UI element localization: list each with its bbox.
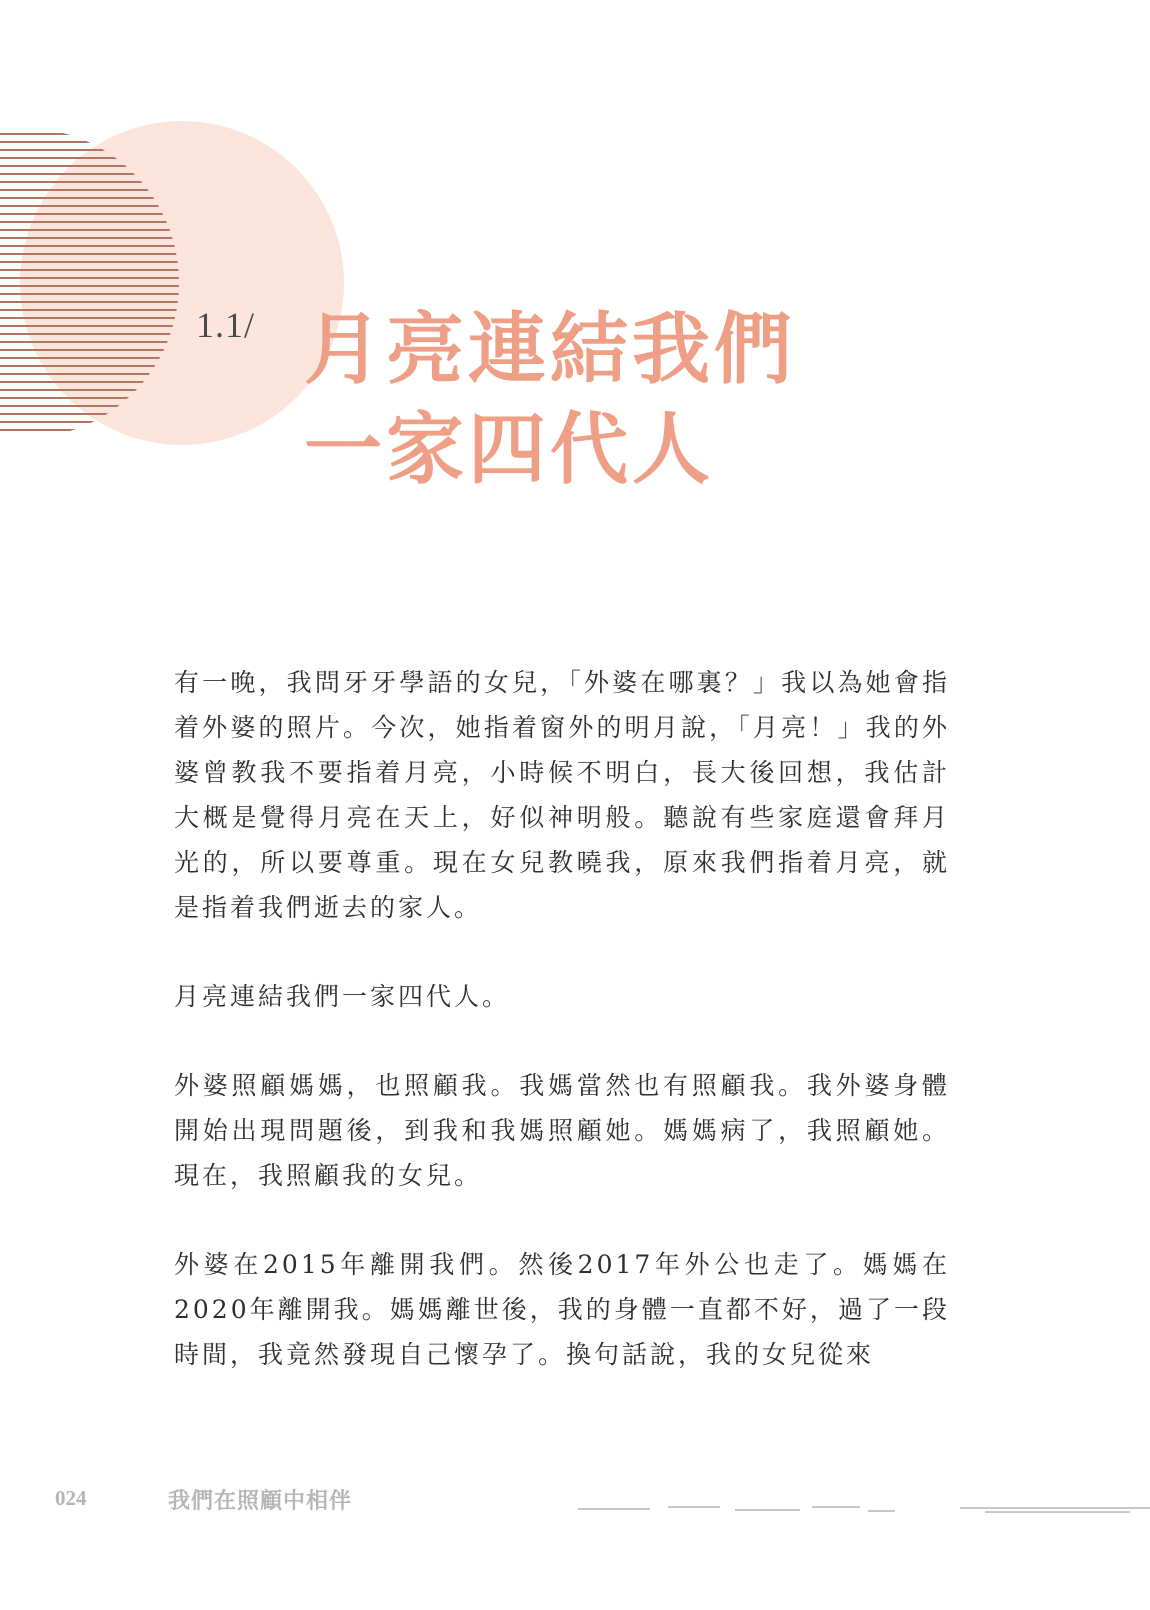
paragraph: 有一晚，我問牙牙學語的女兒，「外婆在哪裏？」我以為她會指着外婆的照片。今次，她指着窗外的明月說，「月亮！」我的外婆曾教我不要指着月亮，小時候不明白，長大後回想，我估計大概是覺得月亮在天上，好似神明般。聽說有些家庭還會拜月光的，所以要尊重。現在女兒教曉我，原來我們指着月亮，就是指着我們逝去的家人。 xyxy=(174,668,950,922)
paragraph: 外婆在2015年離開我們。然後2017年外公也走了。媽媽在2020年離開我。媽媽離世後，我的身體一直都不好，過了一段時間，我竟然發現自己懷孕了。換句話說，我的女兒從來 xyxy=(174,1250,950,1369)
chapter-title-line-1: 月亮連結我們 xyxy=(304,304,797,395)
page-number: 024 xyxy=(55,1486,87,1510)
body-text xyxy=(174,660,950,1421)
book-title: 我們在照顧中相伴 xyxy=(168,1488,353,1514)
page-footer xyxy=(0,1480,1150,1520)
paragraph: 外婆照顧媽媽，也照顧我。我媽當然也有照顧我。我外婆身體開始出現問題後，到我和我媽照顧她。媽媽病了，我照顧她。現在，我照顧我的女兒。 xyxy=(174,1071,950,1190)
pink-circle xyxy=(20,121,344,445)
chapter-title xyxy=(304,300,824,500)
chapter-title-line-2: 一家四代人 xyxy=(304,404,715,495)
section-number: 1.1/ xyxy=(196,305,256,345)
paragraph: 月亮連結我們一家四代人。 xyxy=(174,982,511,1011)
